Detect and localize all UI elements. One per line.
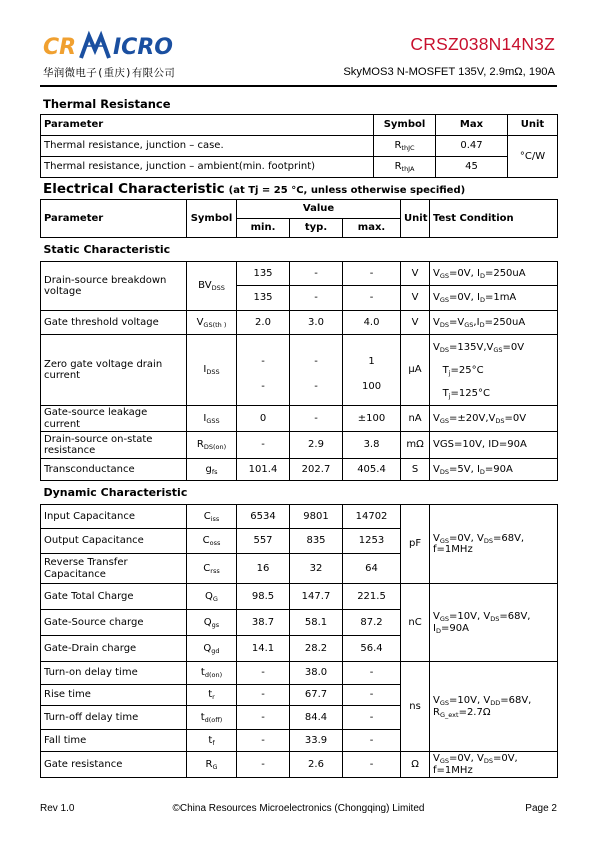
max-cell: 0.47: [436, 136, 508, 157]
thermal-header-row: [41, 115, 558, 136]
max-cell: 56.4: [343, 636, 401, 662]
min-cell: 6534: [237, 505, 290, 529]
min-cell: 38.7: [237, 610, 290, 636]
unit-cell: nC: [401, 584, 430, 662]
param-cell: Gate-source leakage current: [41, 406, 187, 432]
param-cell: Thermal resistance, junction – ambient(min. footprint): [41, 157, 374, 178]
min-cell: -: [237, 662, 290, 685]
typ-cell: 28.2: [290, 636, 343, 662]
param-cell: Turn-off delay time: [41, 706, 187, 730]
max-cell: 221.5: [343, 584, 401, 610]
symbol-cell: $C_{iss}$: [187, 505, 237, 529]
test-cell: $V_{GS}=0V$, $I_D=1mA$: [430, 286, 558, 311]
typ-cell: 84.4: [290, 706, 343, 730]
unit-cell: V: [401, 286, 430, 311]
dynamic-title: Dynamic Characteristic: [41, 481, 558, 505]
table-row: [41, 406, 558, 432]
max-cell: 1: [343, 335, 401, 368]
section-row: [41, 238, 558, 262]
col-unit: Unit: [401, 200, 430, 238]
typ-cell: -: [290, 286, 343, 311]
typ-cell: 3.0: [290, 311, 343, 335]
param-cell: Rise time: [41, 685, 187, 706]
page-header: [0, 0, 595, 90]
typ-cell: -: [290, 335, 343, 368]
typ-cell: 67.7: [290, 685, 343, 706]
max-cell: ±100: [343, 406, 401, 432]
typ-cell: 835: [290, 529, 343, 554]
min-cell: 557: [237, 529, 290, 554]
typ-cell: 2.6: [290, 752, 343, 778]
test-cell: $V_{GS}=10V$, $V_{DS}=68V$, $I_D=90A$: [430, 584, 558, 662]
unit-cell: V: [401, 262, 430, 286]
symbol-cell: $t_{d(off)}$: [187, 706, 237, 730]
min-cell: 14.1: [237, 636, 290, 662]
col-unit: Unit: [508, 115, 558, 136]
max-cell: 87.2: [343, 610, 401, 636]
unit-cell: V: [401, 311, 430, 335]
typ-cell: -: [290, 406, 343, 432]
symbol-cell: $t_{d(on)}$: [187, 662, 237, 685]
min-cell: 16: [237, 554, 290, 584]
thermal-title: Thermal Resistance: [43, 97, 171, 111]
symbol-cell: $g_{fs}$: [187, 459, 237, 481]
typ-cell: 9801: [290, 505, 343, 529]
min-cell: 101.4: [237, 459, 290, 481]
max-cell: -: [343, 730, 401, 752]
typ-cell: 58.1: [290, 610, 343, 636]
param-cell: Gate resistance: [41, 752, 187, 778]
max-cell: 14702: [343, 505, 401, 529]
section-row: [41, 481, 558, 505]
part-subtitle: SkyMOS3 N-MOSFET 135V, 2.9mΩ, 190A: [343, 66, 555, 78]
unit-cell: pF: [401, 505, 430, 584]
col-symbol: Symbol: [187, 200, 237, 238]
col-symbol: Symbol: [374, 115, 436, 136]
col-min: min.: [237, 219, 290, 238]
unit-cell: °C/W: [508, 136, 558, 178]
min-cell: -: [237, 752, 290, 778]
min-cell: -: [237, 335, 290, 368]
company-name: 华润微电子(重庆)有限公司: [43, 67, 176, 79]
revision: Rev 1.0: [40, 803, 75, 814]
param-cell: Gate Total Charge: [41, 584, 187, 610]
max-cell: 405.4: [343, 459, 401, 481]
param-cell: Reverse Transfer Capacitance: [41, 554, 187, 584]
col-test: Test Condition: [430, 200, 558, 238]
unit-cell: S: [401, 459, 430, 481]
thermal-table: [40, 114, 558, 178]
test-cell: $V_{GS}=0V$, $V_{DS}=68V$, f=1MHz: [430, 505, 558, 584]
typ-cell: -: [290, 368, 343, 406]
param-cell: Drain-source on-state resistance: [41, 432, 187, 459]
symbol-cell: $R_{DS(on)}$: [187, 432, 237, 459]
min-cell: 98.5: [237, 584, 290, 610]
min-cell: 135: [237, 262, 290, 286]
static-title: Static Characteristic: [41, 238, 558, 262]
table-row: [41, 459, 558, 481]
max-cell: -: [343, 662, 401, 685]
col-value: Value: [237, 200, 401, 219]
col-parameter: Parameter: [41, 115, 374, 136]
param-cell: Turn-on delay time: [41, 662, 187, 685]
test-cell: $V_{DS}=135V,V_{GS}=0V$ $T_j=25^\circ C$ $T_j=125^\circ C$: [430, 335, 558, 406]
col-max: Max: [436, 115, 508, 136]
min-cell: 0: [237, 406, 290, 432]
electrical-table: [40, 199, 558, 778]
symbol-cell: $R_{thJA}$: [374, 157, 436, 178]
col-typ: typ.: [290, 219, 343, 238]
typ-cell: 32: [290, 554, 343, 584]
test-cell: $V_{GS}=10V$, $V_{DD}=68V$, $R_{G\_ext}=2.7\Omega$: [430, 662, 558, 752]
table-row: [41, 136, 558, 157]
max-cell: 3.8: [343, 432, 401, 459]
typ-cell: 33.9: [290, 730, 343, 752]
electrical-title: Electrical Characteristic (at Tj = 25 °C, unless otherwise specified): [43, 181, 466, 197]
table-row: [41, 157, 558, 178]
col-max: max.: [343, 219, 401, 238]
part-number: CRSZ038N14N3Z: [410, 34, 555, 54]
table-row: [41, 584, 558, 610]
test-cell: $V_{DS}=V_{GS},I_D=250uA$: [430, 311, 558, 335]
page-number: Page 2: [525, 803, 557, 814]
unit-cell: ns: [401, 662, 430, 752]
symbol-cell: $V_{GS(th )}$: [187, 311, 237, 335]
symbol-cell: $t_f$: [187, 730, 237, 752]
unit-cell: μA: [401, 335, 430, 406]
symbol-cell: $I_{DSS}$: [187, 335, 237, 406]
header-divider: [40, 85, 557, 87]
min-cell: 2.0: [237, 311, 290, 335]
max-cell: 64: [343, 554, 401, 584]
symbol-cell: $BV_{DSS}$: [187, 262, 237, 311]
param-cell: Gate threshold voltage: [41, 311, 187, 335]
param-cell: Zero gate voltage drain current: [41, 335, 187, 406]
table-row: [41, 311, 558, 335]
max-cell: -: [343, 706, 401, 730]
param-cell: Thermal resistance, junction – case.: [41, 136, 374, 157]
copyright: ©China Resources Microelectronics (Chongqing) Limited: [172, 803, 425, 814]
max-cell: -: [343, 286, 401, 311]
param-cell: Gate-Source charge: [41, 610, 187, 636]
min-cell: -: [237, 432, 290, 459]
max-cell: 4.0: [343, 311, 401, 335]
max-cell: 1253: [343, 529, 401, 554]
table-row: [41, 262, 558, 286]
table-row: [41, 752, 558, 778]
crmicro-logo: [43, 30, 173, 62]
param-cell: Gate-Drain charge: [41, 636, 187, 662]
table-row: [41, 662, 558, 685]
table-row: [41, 505, 558, 529]
svg-text:ICRO: ICRO: [113, 35, 173, 60]
typ-cell: 38.0: [290, 662, 343, 685]
unit-cell: nA: [401, 406, 430, 432]
min-cell: -: [237, 368, 290, 406]
symbol-cell: $R_G$: [187, 752, 237, 778]
test-cell: VGS=10V, ID=90A: [430, 432, 558, 459]
max-cell: 45: [436, 157, 508, 178]
min-cell: -: [237, 706, 290, 730]
max-cell: 100: [343, 368, 401, 406]
table-row: [41, 432, 558, 459]
min-cell: 135: [237, 286, 290, 311]
test-cell: $V_{GS}=\pm 20V,V_{DS}=0V$: [430, 406, 558, 432]
symbol-cell: $C_{oss}$: [187, 529, 237, 554]
param-cell: Input Capacitance: [41, 505, 187, 529]
symbol-cell: $R_{thJC}$: [374, 136, 436, 157]
test-cell: $V_{GS}=0V$, $I_D=250uA$: [430, 262, 558, 286]
symbol-cell: $Q_{gd}$: [187, 636, 237, 662]
typ-cell: 2.9: [290, 432, 343, 459]
test-cell: $V_{GS}=0V$, $V_{DS}=0V$, f=1MHz: [430, 752, 558, 778]
symbol-cell: $I_{GSS}$: [187, 406, 237, 432]
table-row: [41, 335, 558, 368]
test-cell: $V_{DS}=5V$, $I_D=90A$: [430, 459, 558, 481]
typ-cell: 202.7: [290, 459, 343, 481]
symbol-cell: $Q_G$: [187, 584, 237, 610]
param-cell: Drain-source breakdown voltage: [41, 262, 187, 311]
max-cell: -: [343, 685, 401, 706]
elec-header-row: [41, 200, 558, 219]
min-cell: -: [237, 685, 290, 706]
unit-cell: Ω: [401, 752, 430, 778]
param-cell: Transconductance: [41, 459, 187, 481]
typ-cell: -: [290, 262, 343, 286]
svg-text:CR: CR: [43, 35, 77, 60]
symbol-cell: $t_r$: [187, 685, 237, 706]
param-cell: Fall time: [41, 730, 187, 752]
min-cell: -: [237, 730, 290, 752]
symbol-cell: $C_{rss}$: [187, 554, 237, 584]
max-cell: -: [343, 752, 401, 778]
max-cell: -: [343, 262, 401, 286]
col-parameter: Parameter: [41, 200, 187, 238]
unit-cell: mΩ: [401, 432, 430, 459]
param-cell: Output Capacitance: [41, 529, 187, 554]
symbol-cell: $Q_{gs}$: [187, 610, 237, 636]
typ-cell: 147.7: [290, 584, 343, 610]
